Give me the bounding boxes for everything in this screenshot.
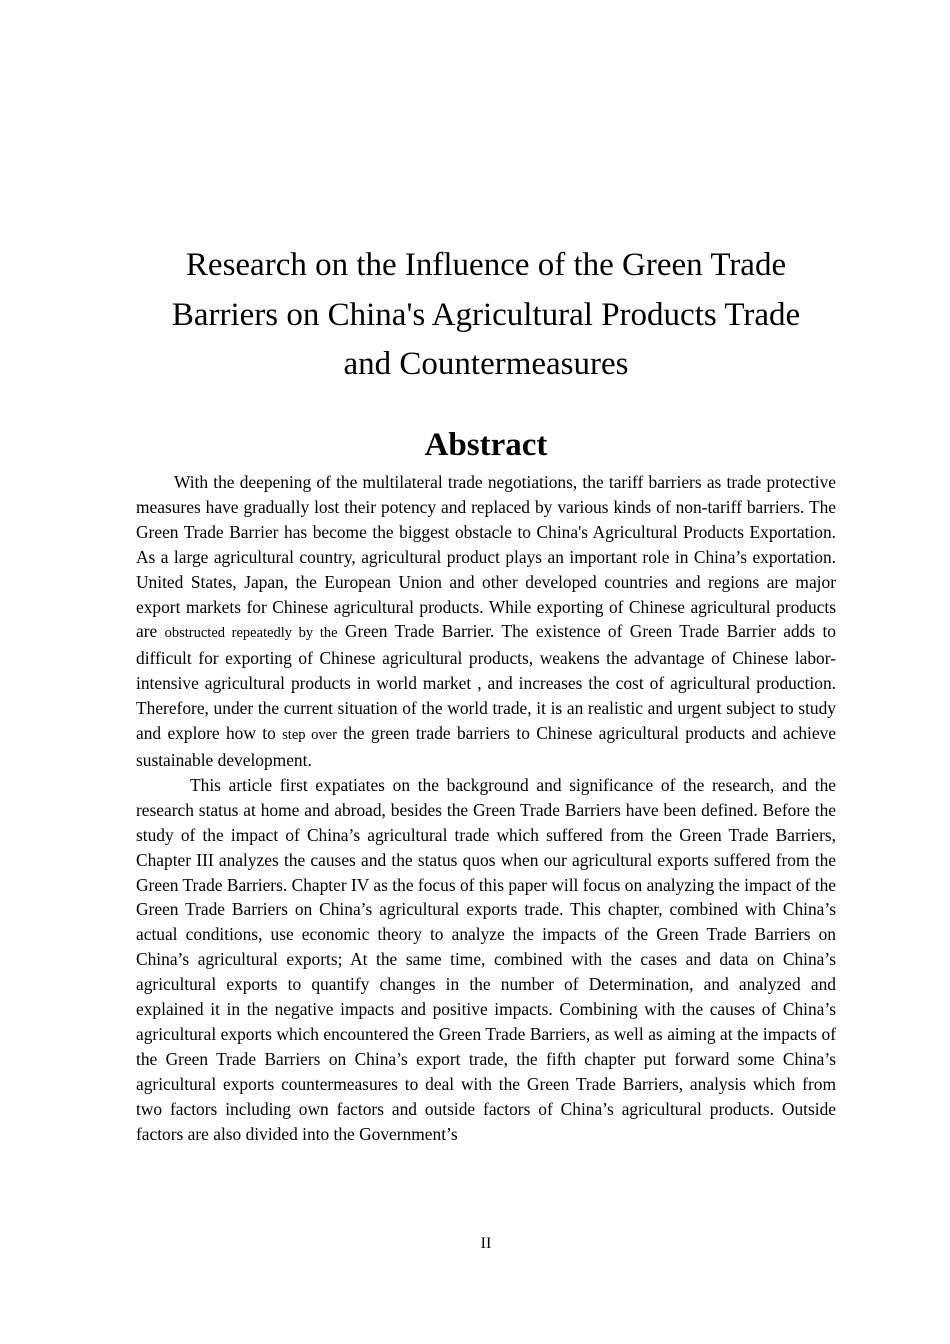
abstract-heading: Abstract xyxy=(424,427,548,463)
abstract-paragraph-1-small-b: step over xyxy=(282,727,337,744)
abstract-paragraph-1-text-b: Green Trade Barrier. The existence of Green Trade Barrier adds to difficult for exporting of Chinese agricultural products, weakens the advantage of Chinese labor-intensive agricultural products in world market , and increases the cost of agricultural production. Therefore, under the current situation of the world trade, it is an realistic and urgent subject to study and explore how to xyxy=(136,621,837,744)
title-line-1: Research on the Influence of the Green Trade xyxy=(185,247,787,283)
abstract-body xyxy=(136,470,836,1146)
abstract-paragraph-1 xyxy=(136,470,836,773)
title-line-3: and Countermeasures xyxy=(343,346,629,382)
page-number: II xyxy=(480,1235,492,1252)
abstract-paragraph-1-text-a: With the deepening of the multilateral trade negotiations, the tariff barriers as trade protective measures have gradually lost their potency and replaced by various kinds of non-tariff barriers. The Green Trade Barrier has become the biggest obstacle to China's Agricultural Products Exportation. As a large agricultural country, agricultural product plays an important role in China’s exportation. United States, Japan, the European Union and other developed countries and regions are major export markets for Chinese agricultural products. While exporting of Chinese agricultural products are xyxy=(136,472,836,642)
abstract-paragraph-1-text-c: the green trade barriers to Chinese agricultural products and achieve sustainable development. xyxy=(136,723,837,770)
abstract-paragraph-1-small-a: obstructed repeatedly by the xyxy=(164,625,338,642)
paper-title xyxy=(136,241,836,390)
abstract-paragraph-2: This article first expatiates on the background and significance of the research, and the research status at home and abroad, besides the Green Trade Barriers have been defined. Before the study of the impact of China’s agricultural trade which suffered from the Green Trade Barriers, Chapter III analyzes the causes and the status quos when our agricultural exports suffered from the Green Trade Barriers. Chapter IV as the focus of this paper will focus on analyzing the impact of the Green Trade Barriers on China’s agricultural exports trade. This chapter, combined with China’s actual conditions, use economic theory to analyze the impacts of the Green Trade Barriers on China’s agricultural exports; At the same time, combined with the cases and data on China’s agricultural exports to quantify changes in the number of Determination, and analyzed and explained it in the negative impacts and positive impacts. Combining with the causes of China’s agricultural exports which encountered the Green Trade Barriers, as well as aiming at the impacts of the Green Trade Barriers on China’s export trade, the fifth chapter put forward some China’s agricultural exports countermeasures to deal with the Green Trade Barriers, analysis which from two factors including own factors and outside factors of China’s agricultural products. Outside factors are also divided into the Government’s xyxy=(136,774,836,1144)
title-line-2: Barriers on China's Agricultural Products Trade xyxy=(171,296,801,333)
